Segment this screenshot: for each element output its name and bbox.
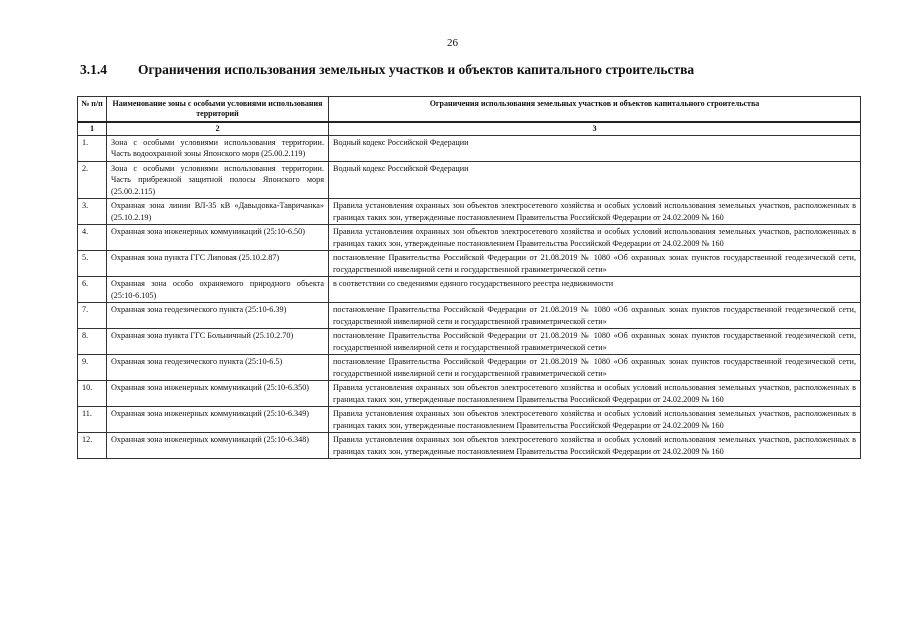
row-number: 7. <box>78 303 107 329</box>
restriction-cell: постановление Правительства Российской Федерации от 21.08.2019 № 1080 «Об охранных зонах пунктов государственной геодезической сети, государственной нивелирной сети и государственной гравиметрической сети» <box>329 251 861 277</box>
zone-name-cell: Охранная зона линии ВЛ-35 кВ «Давыдовка-Тавричанка» (25.10.2.19) <box>107 199 329 225</box>
column-index: 3 <box>329 122 861 135</box>
restrictions-table <box>77 96 861 459</box>
table-row <box>78 303 861 329</box>
zone-name-cell: Охранная зона геодезического пункта (25:10-6.5) <box>107 355 329 381</box>
table-row <box>78 407 861 433</box>
row-number: 4. <box>78 225 107 251</box>
header-zone-name: Наименование зоны с особыми условиями использования территорий <box>107 97 329 123</box>
restriction-cell: в соответствии со сведениями единого государственного реестра недвижимости <box>329 277 861 303</box>
row-number: 9. <box>78 355 107 381</box>
row-number: 5. <box>78 251 107 277</box>
zone-name-cell: Зона с особыми условиями использования территории. Часть прибрежной защитной полосы Японского моря (25.00.2.115) <box>107 161 329 199</box>
section-title: Ограничения использования земельных участков и объектов капитального строительства <box>138 62 695 77</box>
table-row <box>78 277 861 303</box>
restriction-cell: постановление Правительства Российской Федерации от 21.08.2019 № 1080 «Об охранных зонах пунктов государственной геодезической сети, государственной нивелирной сети и государственной гравиметрической сети» <box>329 329 861 355</box>
zone-name-cell: Охранная зона пункта ГГС Больничный (25.10.2.70) <box>107 329 329 355</box>
row-number: 8. <box>78 329 107 355</box>
table-row <box>78 161 861 199</box>
row-number: 1. <box>78 135 107 161</box>
restriction-cell: Водный кодекс Российской Федерации <box>329 135 861 161</box>
restriction-cell: постановление Правительства Российской Федерации от 21.08.2019 № 1080 «Об охранных зонах пунктов государственной геодезической сети, государственной нивелирной сети и государственной гравиметрической сети» <box>329 355 861 381</box>
table-header-row <box>78 97 861 123</box>
table-row <box>78 199 861 225</box>
zone-name-cell: Охранная зона инженерных коммуникаций (25:10-6.50) <box>107 225 329 251</box>
row-number: 10. <box>78 381 107 407</box>
restriction-cell: Правила установления охранных зон объектов электросетевого хозяйства и особых условий использования земельных участков, расположенных в границах таких зон, утвержденные постановлением Правительства Российской Федерации от 24.02.2009 № 160 <box>329 433 861 459</box>
zone-name-cell: Зона с особыми условиями использования территории. Часть водоохранной зоны Японского моря (25.00.2.119) <box>107 135 329 161</box>
table-row <box>78 329 861 355</box>
restriction-cell: постановление Правительства Российской Федерации от 21.08.2019 № 1080 «Об охранных зонах пунктов государственной геодезической сети, государственной нивелирной сети и государственной гравиметрической сети» <box>329 303 861 329</box>
column-index: 1 <box>78 122 107 135</box>
section-number: 3.1.4 <box>80 62 107 77</box>
table-row <box>78 251 861 277</box>
row-number: 3. <box>78 199 107 225</box>
zone-name-cell: Охранная зона особо охраняемого природного объекта (25:10-6.105) <box>107 277 329 303</box>
zone-name-cell: Охранная зона инженерных коммуникаций (25:10-6.348) <box>107 433 329 459</box>
zone-name-cell: Охранная зона инженерных коммуникаций (25:10-6.349) <box>107 407 329 433</box>
row-number: 11. <box>78 407 107 433</box>
column-index-row <box>78 122 861 135</box>
column-index: 2 <box>107 122 329 135</box>
zone-name-cell: Охранная зона пункта ГГС Липовая (25.10.2.87) <box>107 251 329 277</box>
restriction-cell: Правила установления охранных зон объектов электросетевого хозяйства и особых условий использования земельных участков, расположенных в границах таких зон, утвержденные постановлением Правительства Российской Федерации от 24.02.2009 № 160 <box>329 199 861 225</box>
restriction-cell: Правила установления охранных зон объектов электросетевого хозяйства и особых условий использования земельных участков, расположенных в границах таких зон, утвержденные постановлением Правительства Российской Федерации от 24.02.2009 № 160 <box>329 407 861 433</box>
table-row <box>78 225 861 251</box>
table-row <box>78 433 861 459</box>
restriction-cell: Водный кодекс Российской Федерации <box>329 161 861 199</box>
zone-name-cell: Охранная зона инженерных коммуникаций (25:10-6.350) <box>107 381 329 407</box>
row-number: 6. <box>78 277 107 303</box>
row-number: 2. <box>78 161 107 199</box>
zone-name-cell: Охранная зона геодезического пункта (25:10-6.39) <box>107 303 329 329</box>
page-number: 26 <box>447 37 458 49</box>
table-row <box>78 355 861 381</box>
table-row <box>78 381 861 407</box>
row-number: 12. <box>78 433 107 459</box>
restriction-cell: Правила установления охранных зон объектов электросетевого хозяйства и особых условий использования земельных участков, расположенных в границах таких зон, утвержденные постановлением Правительства Российской Федерации от 24.02.2009 № 160 <box>329 225 861 251</box>
header-number: № п/п <box>78 97 107 123</box>
section-heading <box>80 62 694 78</box>
header-restrictions: Ограничения использования земельных участков и объектов капитального строительства <box>329 97 861 123</box>
restriction-cell: Правила установления охранных зон объектов электросетевого хозяйства и особых условий использования земельных участков, расположенных в границах таких зон, утвержденные постановлением Правительства Российской Федерации от 24.02.2009 № 160 <box>329 381 861 407</box>
table-row <box>78 135 861 161</box>
